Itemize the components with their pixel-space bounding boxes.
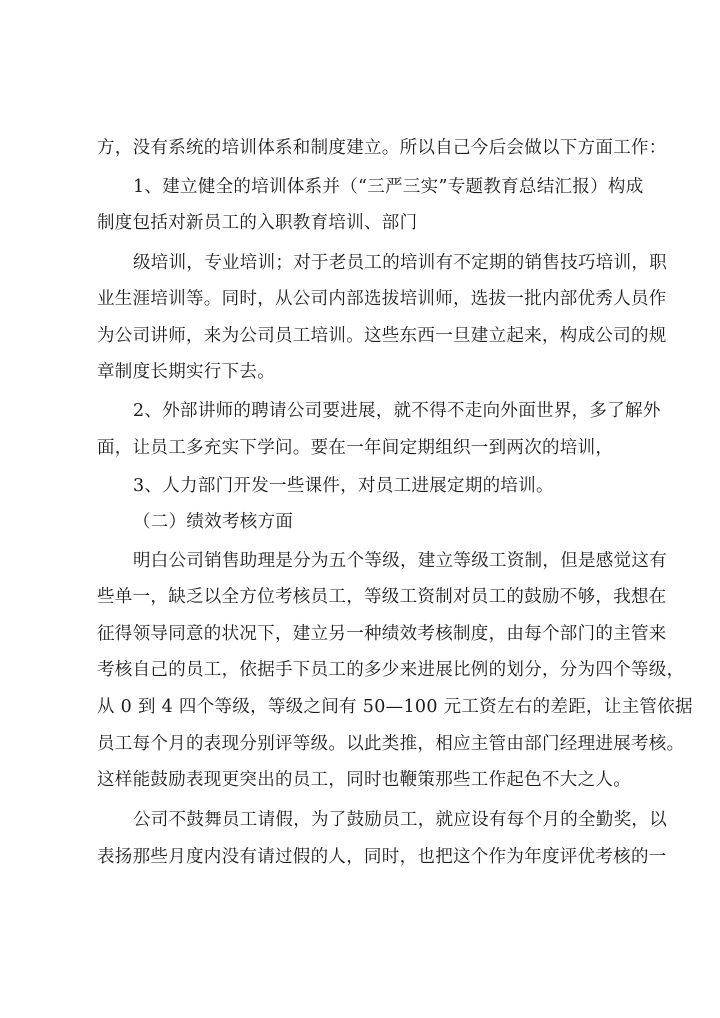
text-line-18: 这样能鼓励表现更突出的员工，同时也鞭策那些工作起色不大之人。 [97,770,631,790]
text-line-8: 2、外部讲师的聘请公司要进展，就不得不走向外面世界，多了解外 [133,401,661,421]
text-line-14: 征得领导同意的状况下，建立另一种绩效考核制度，由每个部门的主管来 [97,624,667,644]
text-line-10: 3、人力部门开发一些课件，对员工进展定期的培训。 [133,476,554,496]
text-line-16: 从 0 到 4 四个等级，等级之间有 50—100 元工资左右的差距，让主管依据 [97,697,693,717]
text-line-2: 1、建立健全的培训体系并（“三严三实”专题教育总结汇报）构成 [133,177,644,197]
text-line-17: 员工每个月的表现分别评等级。以此类推，相应主管由部门经理进展考核。 [97,734,685,754]
text-line-4: 级培训，专业培训；对于老员工的培训有不定期的销售技巧培训，职 [133,253,667,273]
text-line-19: 公司不鼓舞员工请假，为了鼓励员工，就应设有每个月的全勤奖，以 [133,810,667,830]
text-line-20: 表扬那些月度内没有请过假的人，同时，也把这个作为年度评优考核的一 [97,847,667,867]
text-line-5: 业生涯培训等。同时，从公司内部选拔培训师，选拔一批内部优秀人员作 [97,289,667,309]
text-line-9: 面，让员工多充实下学问。要在一年间定期组织一到两次的培训， [97,438,614,458]
text-line-12: 明白公司销售助理是分为五个等级，建立等级工资制，但是感觉这有 [133,551,667,571]
text-line-13: 些单一，缺乏以全方位考核员工，等级工资制对员工的鼓励不够，我想在 [97,587,667,607]
text-line-3: 制度包括对新员工的入职教育培训、部门 [97,213,418,233]
text-line-7: 章制度长期实行下去。 [97,362,275,382]
text-line-1: 方，没有系统的培训体系和制度建立。所以自己今后会做以下方面工作： [97,138,667,158]
text-line-6: 为公司讲师，来为公司员工培训。这些东西一旦建立起来，构成公司的规 [97,326,667,346]
text-line-15: 考核自己的员工，依据手下员工的多少来进展比例的划分，分为四个等级， [97,660,685,680]
section-heading: （二）绩效考核方面 [133,512,294,532]
